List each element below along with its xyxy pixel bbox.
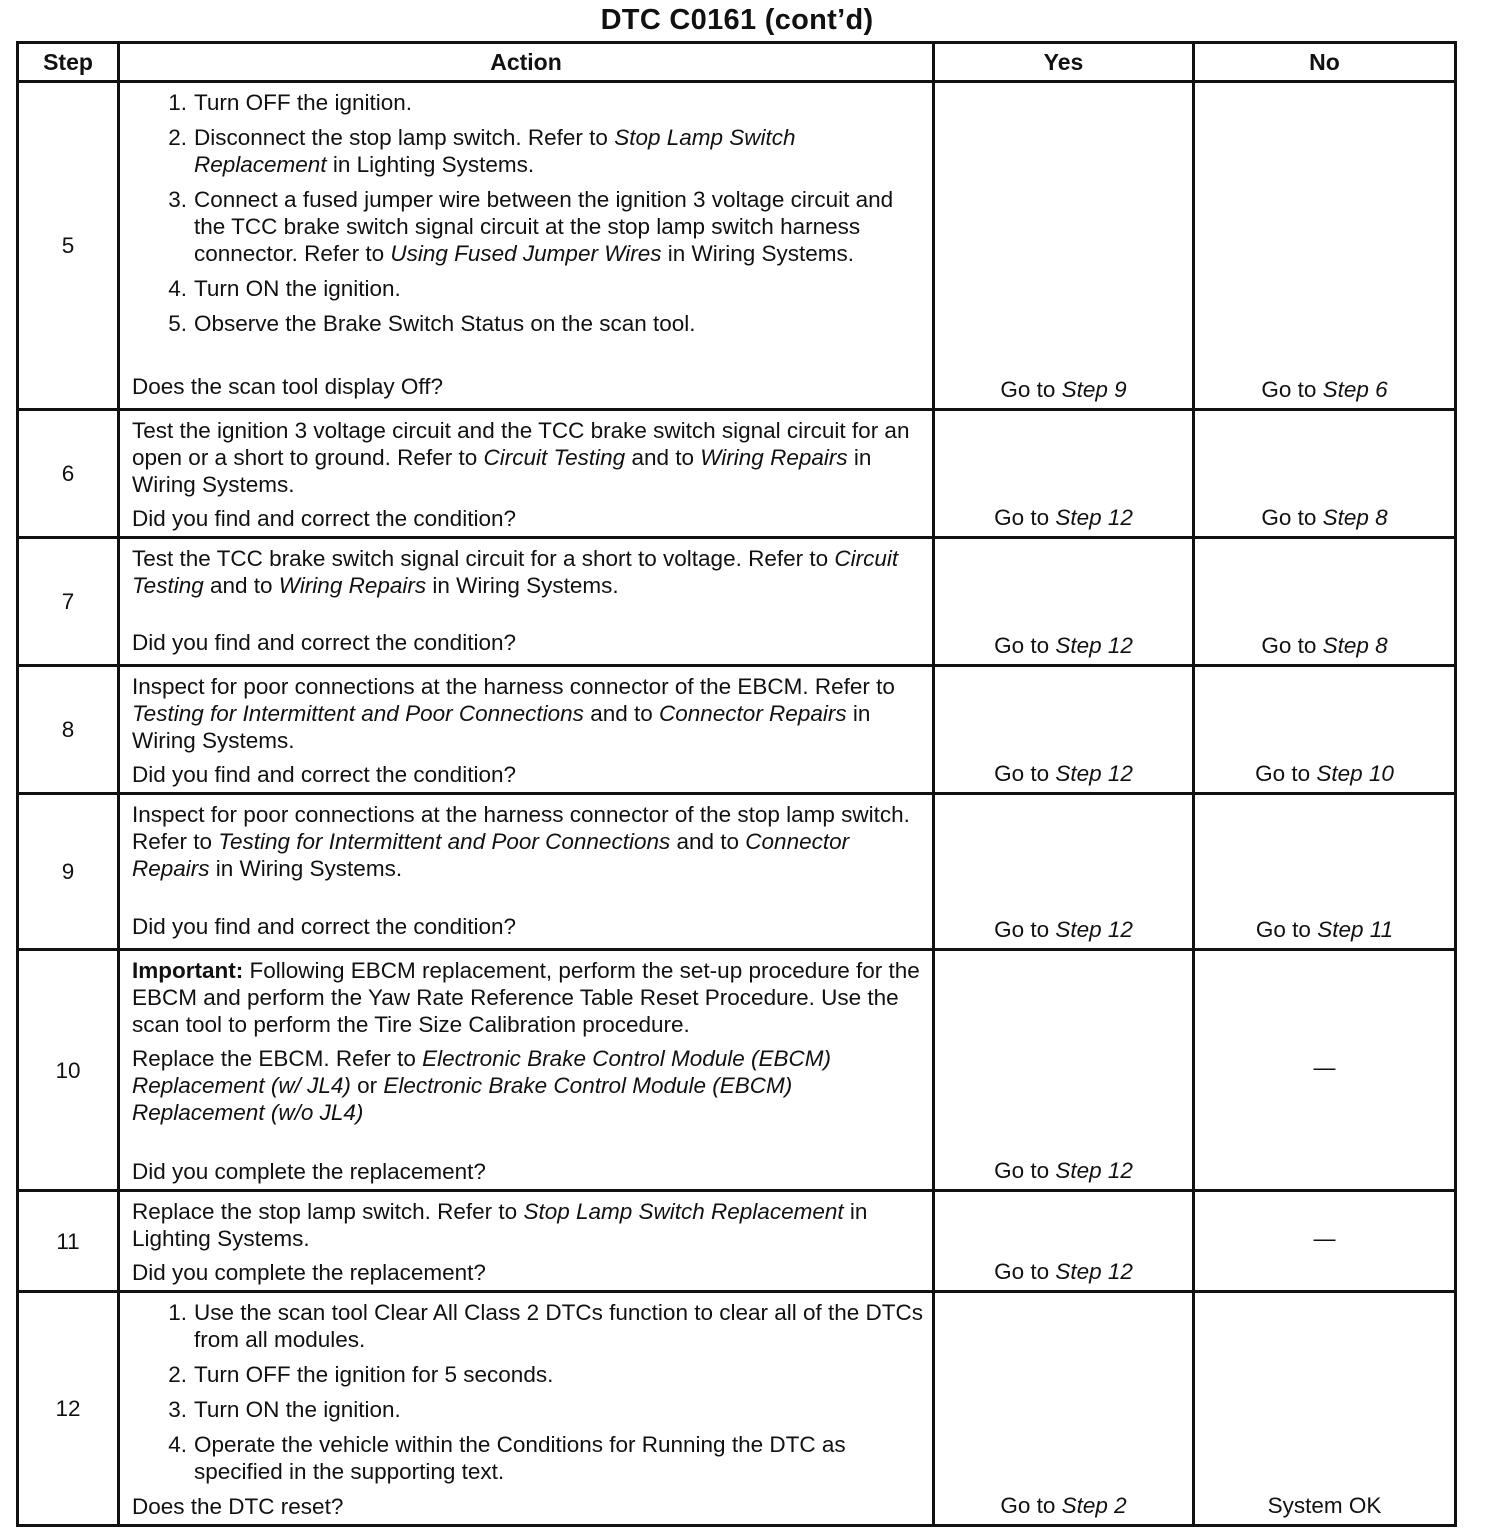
step-reference: Step 12 <box>1055 1259 1133 1284</box>
action-text <box>132 1198 924 1252</box>
action-text <box>132 545 924 599</box>
list-item-number: 4. <box>168 1432 187 1457</box>
text-segment: and to <box>625 445 701 470</box>
action-question: Does the scan tool display Off? <box>132 374 444 399</box>
step-number: 10 <box>18 950 119 1191</box>
text-segment: Connect a fused jumper wire between the ignition 3 voltage circuit and the TCC brake switch signal circuit at the stop lamp switch harness connector. Refer to <box>194 187 894 266</box>
action-text <box>132 801 924 882</box>
action-question: Did you complete the replacement? <box>132 1159 486 1184</box>
step-reference: Step 9 <box>1061 377 1127 402</box>
list-item <box>132 310 924 337</box>
action-cell <box>119 538 934 666</box>
list-item-number: 3. <box>168 187 187 212</box>
reference-link: Wiring Repairs <box>700 445 848 470</box>
text-segment: in Wiring Systems. <box>661 241 855 266</box>
list-item <box>132 89 924 116</box>
list-item-number: 1. <box>168 90 187 115</box>
reference-link: Testing for Intermittent and Poor Connections <box>132 701 584 726</box>
action-cell <box>119 82 934 410</box>
step-reference: Step 8 <box>1322 505 1388 530</box>
table-row <box>18 410 1456 538</box>
table-row <box>18 538 1456 666</box>
list-item <box>132 1361 924 1388</box>
step-number: 7 <box>18 538 119 666</box>
action-cell <box>119 950 934 1191</box>
no-result <box>1194 538 1456 666</box>
table-header-row <box>18 43 1456 82</box>
yes-result <box>934 82 1194 410</box>
action-question: Did you find and correct the condition? <box>132 762 516 787</box>
step-reference: Step 2 <box>1061 1493 1127 1518</box>
list-item-text <box>187 1299 924 1353</box>
important-note <box>132 957 924 1038</box>
step-number: 9 <box>18 794 119 950</box>
text-segment: Turn OFF the ignition. <box>194 90 413 115</box>
text-segment: and to <box>583 701 659 726</box>
result-text: — <box>1313 1226 1336 1251</box>
action-cell <box>119 666 934 794</box>
no-result <box>1194 1191 1456 1292</box>
text-segment: in Lighting Systems. <box>132 1199 868 1251</box>
text-segment: in Lighting Systems. <box>326 152 535 177</box>
list-item-text <box>187 89 412 116</box>
list-item <box>132 1431 924 1485</box>
step-number: 5 <box>18 82 119 410</box>
goto-prefix: Go to <box>1255 761 1317 786</box>
action-question: Did you find and correct the condition? <box>132 506 516 531</box>
list-item-number: 4. <box>168 276 187 301</box>
list-item-number: 2. <box>168 1362 187 1387</box>
text-segment: Use the scan tool Clear All Class 2 DTCs function to clear all of the DTCs from all modules. <box>194 1300 924 1352</box>
goto-prefix: Go to <box>994 1158 1056 1183</box>
table-row <box>18 950 1456 1191</box>
text-segment: and to <box>203 573 279 598</box>
goto-prefix: Go to <box>1255 917 1318 942</box>
action-question: Did you find and correct the condition? <box>132 630 516 655</box>
step-reference: Step 12 <box>1055 633 1133 658</box>
goto-prefix: Go to <box>1261 377 1323 402</box>
no-result <box>1194 82 1456 410</box>
text-segment: Turn OFF the ignition for 5 seconds. <box>194 1362 554 1387</box>
text-segment: or <box>350 1073 384 1098</box>
step-reference: Step 6 <box>1322 377 1388 402</box>
goto-prefix: Go to <box>1261 505 1323 530</box>
step-reference: Step 12 <box>1055 761 1133 786</box>
action-cell <box>119 794 934 950</box>
no-result <box>1194 666 1456 794</box>
action-cell <box>119 1292 934 1526</box>
list-item-text <box>187 1396 401 1423</box>
result-text: System OK <box>1267 1493 1382 1518</box>
reference-link: Electronic Brake Control Module (EBCM) Replacement (w/ JL4) <box>132 1046 832 1098</box>
list-item-number: 5. <box>168 311 187 336</box>
header-no: No <box>1194 43 1456 82</box>
reference-link: Stop Lamp Switch Replacement <box>194 125 796 177</box>
action-text <box>132 417 924 498</box>
yes-result <box>934 666 1194 794</box>
important-label: Important: <box>132 958 244 983</box>
action-text <box>132 1045 924 1126</box>
list-item-text <box>187 186 924 267</box>
step-reference: Step 10 <box>1316 761 1394 786</box>
reference-link: Using Fused Jumper Wires <box>390 241 662 266</box>
list-item-number: 3. <box>168 1397 187 1422</box>
table-row <box>18 82 1456 410</box>
text-segment: Disconnect the stop lamp switch. Refer to <box>194 125 615 150</box>
text-segment: in Wiring Systems. <box>132 445 872 497</box>
yes-result <box>934 538 1194 666</box>
table-row <box>18 1292 1456 1526</box>
action-cell <box>119 1191 934 1292</box>
text-segment: in Wiring Systems. <box>426 573 619 598</box>
reference-link: Circuit Testing <box>132 546 899 598</box>
table-row <box>18 1191 1456 1292</box>
no-result <box>1194 794 1456 950</box>
text-segment: Turn ON the ignition. <box>194 276 401 301</box>
procedure-list <box>132 1299 924 1485</box>
list-item-number: 1. <box>168 1300 187 1325</box>
goto-prefix: Go to <box>994 633 1056 658</box>
table-row <box>18 794 1456 950</box>
goto-prefix: Go to <box>994 917 1056 942</box>
goto-prefix: Go to <box>1000 377 1062 402</box>
header-action: Action <box>119 43 934 82</box>
text-segment: Replace the stop lamp switch. Refer to <box>132 1199 524 1224</box>
header-step: Step <box>18 43 119 82</box>
step-number: 11 <box>18 1191 119 1292</box>
text-segment: Inspect for poor connections at the harness connector of the EBCM. Refer to <box>132 674 895 699</box>
text-segment: Turn ON the ignition. <box>194 1397 401 1422</box>
yes-result <box>934 950 1194 1191</box>
reference-link: Connector Repairs <box>132 829 850 881</box>
list-item <box>132 275 924 302</box>
list-item <box>132 1396 924 1423</box>
list-item-number: 2. <box>168 125 187 150</box>
text-segment: in Wiring Systems. <box>209 856 403 881</box>
reference-link: Stop Lamp Switch Replacement <box>523 1199 844 1224</box>
text-segment: in Wiring Systems. <box>132 701 871 753</box>
goto-prefix: Go to <box>1261 633 1323 658</box>
yes-result <box>934 1292 1194 1526</box>
header-yes: Yes <box>934 43 1194 82</box>
step-number: 6 <box>18 410 119 538</box>
action-question: Did you find and correct the condition? <box>132 914 516 939</box>
list-item-text <box>187 1431 924 1485</box>
list-item <box>132 186 924 267</box>
no-result <box>1194 1292 1456 1526</box>
important-text: Following EBCM replacement, perform the set-up procedure for the EBCM and perform the Yaw Rate Reference Table Reset Procedure. Use the scan tool to perform the Tire Size Calibration procedure. <box>132 958 920 1037</box>
step-reference: Step 12 <box>1055 917 1133 942</box>
step-number: 8 <box>18 666 119 794</box>
action-question: Does the DTC reset? <box>132 1494 344 1519</box>
goto-prefix: Go to <box>1000 1493 1062 1518</box>
procedure-list <box>132 89 924 337</box>
step-number: 12 <box>18 1292 119 1526</box>
text-segment: Test the ignition 3 voltage circuit and the TCC brake switch signal circuit for an open or a short to ground. Refer to <box>132 418 910 470</box>
yes-result <box>934 794 1194 950</box>
step-reference: Step 12 <box>1055 1158 1133 1183</box>
reference-link: Testing for Intermittent and Poor Connections <box>218 829 671 854</box>
text-segment: Inspect for poor connections at the harness connector of the stop lamp switch. Refer to <box>132 802 910 854</box>
goto-prefix: Go to <box>994 761 1056 786</box>
list-item-text <box>187 1361 553 1388</box>
result-text: — <box>1313 1055 1336 1080</box>
no-result <box>1194 950 1456 1191</box>
reference-link: Electronic Brake Control Module (EBCM) Replacement (w/o JL4) <box>132 1073 793 1125</box>
yes-result <box>934 1191 1194 1292</box>
text-segment: Observe the Brake Switch Status on the scan tool. <box>194 311 696 336</box>
yes-result <box>934 410 1194 538</box>
reference-link: Connector Repairs <box>659 701 847 726</box>
text-segment: Test the TCC brake switch signal circuit for a short to voltage. Refer to <box>132 546 835 571</box>
action-cell <box>119 410 934 538</box>
goto-prefix: Go to <box>994 505 1056 530</box>
step-reference: Step 11 <box>1317 917 1394 942</box>
action-text <box>132 673 924 754</box>
no-result <box>1194 410 1456 538</box>
list-item-text <box>187 310 696 337</box>
list-item-text <box>187 275 401 302</box>
reference-link: Circuit Testing <box>483 445 626 470</box>
action-question: Did you complete the replacement? <box>132 1260 486 1285</box>
page-title: DTC C0161 (cont’d) <box>600 4 874 36</box>
reference-link: Wiring Repairs <box>278 573 427 598</box>
list-item-text <box>187 124 924 178</box>
text-segment: Operate the vehicle within the Conditions for Running the DTC as specified in the supporting text. <box>194 1432 846 1484</box>
list-item <box>132 1299 924 1353</box>
step-reference: Step 8 <box>1322 633 1388 658</box>
step-reference: Step 12 <box>1055 505 1133 530</box>
goto-prefix: Go to <box>994 1259 1056 1284</box>
text-segment: Replace the EBCM. Refer to <box>132 1046 423 1071</box>
table-row <box>18 666 1456 794</box>
list-item <box>132 124 924 178</box>
text-segment: and to <box>670 829 746 854</box>
dtc-table <box>16 41 1457 1527</box>
